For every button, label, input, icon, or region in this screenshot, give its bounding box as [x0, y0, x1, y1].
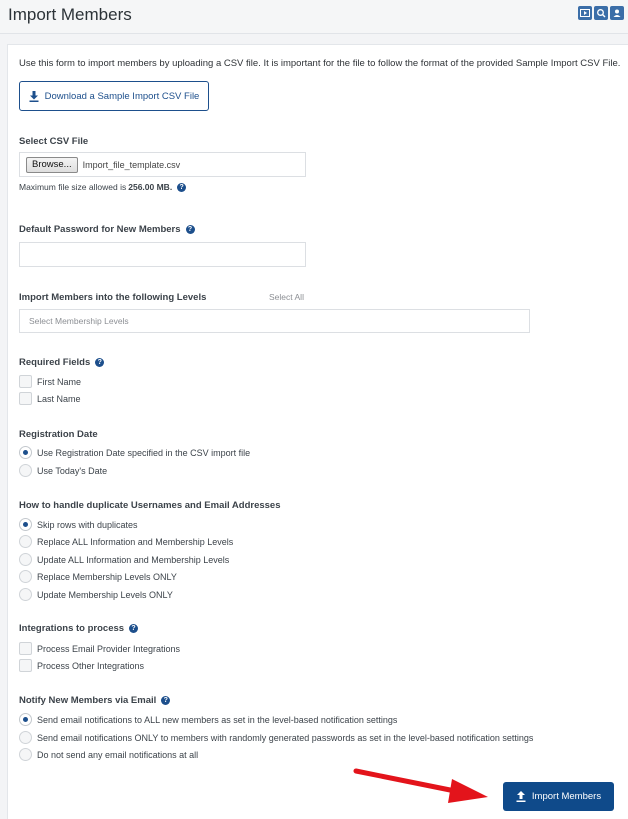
intro-text: Use this form to import members by uploading a CSV file. It is important for the file to follow the format of the provided Sample Import CSV File.: [19, 58, 621, 69]
radio-button[interactable]: [19, 464, 32, 477]
radio-button[interactable]: [19, 748, 32, 761]
download-sample-label: Download a Sample Import CSV File: [44, 90, 200, 102]
integrations-label: Integrations to process ?: [19, 623, 138, 634]
browse-button[interactable]: Browse...: [26, 157, 78, 173]
import-members-button[interactable]: [503, 782, 614, 811]
csv-file-input[interactable]: [19, 152, 306, 177]
help-icon[interactable]: ?: [161, 696, 170, 705]
duplicates-update-levels-option[interactable]: Update Membership Levels ONLY: [19, 588, 173, 601]
header-icons: [578, 6, 624, 20]
selected-file-name: Import_file_template.csv: [82, 159, 181, 170]
levels-label: Import Members into the following Levels: [19, 292, 207, 303]
radio-button[interactable]: [19, 535, 32, 548]
registration-date-today-option[interactable]: Use Today's Date: [19, 464, 107, 477]
csv-file-label: Select CSV File: [19, 136, 89, 147]
default-password-label: Default Password for New Members ?: [19, 224, 195, 235]
annotation-arrow-icon: [350, 765, 490, 805]
max-file-size-note: Maximum file size allowed is 256.00 MB. ?: [19, 182, 186, 192]
checkbox[interactable]: [19, 375, 32, 388]
page-header: [0, 0, 628, 34]
help-icon[interactable]: ?: [186, 225, 195, 234]
required-last-name-option[interactable]: Last Name: [19, 392, 81, 405]
notify-all-option[interactable]: Send email notifications to ALL new members as set in the level-based notification settings: [19, 713, 397, 726]
duplicates-update-all-option[interactable]: Update ALL Information and Membership Levels: [19, 553, 229, 566]
radio-button[interactable]: [19, 446, 32, 459]
levels-placeholder: Select Membership Levels: [29, 316, 129, 326]
help-icon[interactable]: ?: [177, 183, 186, 192]
membership-levels-select[interactable]: [19, 309, 530, 333]
checkbox[interactable]: [19, 659, 32, 672]
duplicates-skip-option[interactable]: Skip rows with duplicates: [19, 518, 138, 531]
help-icon[interactable]: ?: [129, 624, 138, 633]
notify-none-option[interactable]: Do not send any email notifications at all: [19, 748, 198, 761]
radio-button[interactable]: [19, 731, 32, 744]
integrations-email-option[interactable]: Process Email Provider Integrations: [19, 642, 180, 655]
duplicates-replace-all-option[interactable]: Replace ALL Information and Membership Levels: [19, 535, 233, 548]
video-icon[interactable]: [578, 6, 592, 20]
radio-button[interactable]: [19, 518, 32, 531]
page-title: Import Members: [8, 5, 132, 24]
duplicates-replace-levels-option[interactable]: Replace Membership Levels ONLY: [19, 570, 177, 583]
radio-button[interactable]: [19, 588, 32, 601]
required-first-name-option[interactable]: First Name: [19, 375, 81, 388]
help-icon[interactable]: ?: [95, 358, 104, 367]
radio-button[interactable]: [19, 570, 32, 583]
required-fields-label: Required Fields ?: [19, 357, 104, 368]
registration-date-label: Registration Date: [19, 429, 98, 440]
user-card-icon[interactable]: [610, 6, 624, 20]
duplicates-label: How to handle duplicate Usernames and Email Addresses: [19, 500, 281, 511]
search-doc-icon[interactable]: [594, 6, 608, 20]
upload-icon: [516, 791, 526, 802]
select-all-link[interactable]: Select All: [269, 292, 304, 302]
import-form-card: [7, 44, 628, 819]
notify-label: Notify New Members via Email ?: [19, 695, 170, 706]
import-members-label: Import Members: [531, 791, 602, 802]
integrations-other-option[interactable]: Process Other Integrations: [19, 659, 144, 672]
notify-generated-passwords-option[interactable]: Send email notifications ONLY to members with randomly generated passwords as set in the level-based notification settings: [19, 731, 533, 744]
default-password-input[interactable]: [19, 242, 306, 267]
download-icon: [29, 91, 39, 102]
checkbox[interactable]: [19, 392, 32, 405]
radio-button[interactable]: [19, 713, 32, 726]
registration-date-csv-option[interactable]: Use Registration Date specified in the CSV import file: [19, 446, 250, 459]
download-sample-button[interactable]: [19, 81, 209, 111]
radio-button[interactable]: [19, 553, 32, 566]
checkbox[interactable]: [19, 642, 32, 655]
